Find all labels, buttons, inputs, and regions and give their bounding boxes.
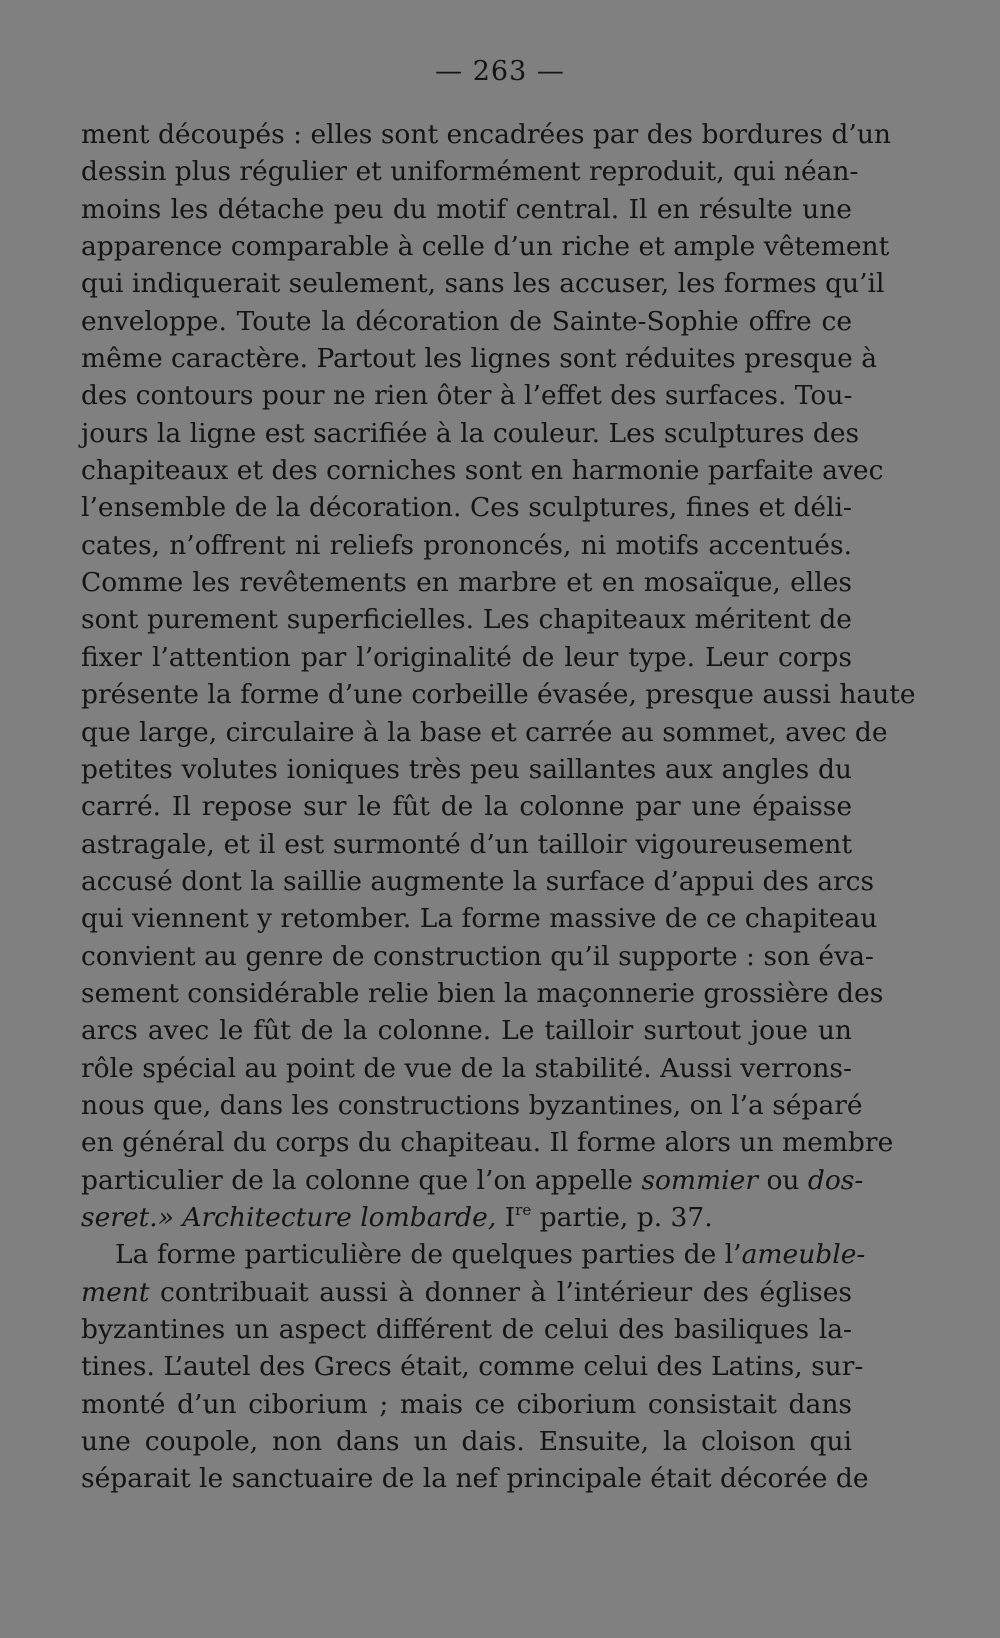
text-line: jours la ligne est sacrifiée à la couleur. Les sculptures des: [81, 417, 860, 449]
text-line: même caractère. Partout les lignes sont réduites presque à: [81, 343, 877, 375]
text-line: en général du corps du chapiteau. Il forme alors un membre: [81, 1127, 894, 1159]
text-line: cates, n’offrent ni reliefs prononcés, ni motifs accentués.: [81, 529, 852, 561]
text-line: particulier de la colonne que l’on appelle sommier ou dos-: [81, 1164, 864, 1196]
text-line: présente la forme d’une corbeille évasée, presque aussi haute: [81, 679, 916, 711]
italic-citation: seret.» Architecture lombarde,: [81, 1201, 497, 1233]
text-line: rôle spécial au point de vue de la stabilité. Aussi verrons-: [81, 1052, 852, 1084]
text-line: séparait le sanctuaire de la nef principale était décorée de: [81, 1463, 869, 1495]
body-text: [81, 116, 916, 1498]
text-line: Comme les revêtements en marbre et en mosaïque, elles: [81, 567, 852, 599]
italic-term: sommier: [641, 1164, 759, 1196]
italic-term: ameuble-: [741, 1239, 866, 1271]
text-line: dessin plus régulier et uniformément reproduit, qui néan-: [81, 156, 859, 188]
text-line: byzantines un aspect différent de celui des basiliques la-: [81, 1314, 852, 1345]
text-line: accusé dont la saillie augmente la surface d’appui des arcs: [81, 865, 875, 897]
text-line: des contours pour ne rien ôter à l’effet des surfaces. Tou-: [81, 380, 853, 412]
text-line: une coupole, non dans un dais. Ensuite, la cloison qui: [81, 1426, 852, 1458]
text-line: que large, circulaire à la base et carrée au sommet, avec de: [81, 716, 888, 748]
text-line: fixer l’attention par l’originalité de leur type. Leur corps: [81, 641, 852, 673]
text-line: sement considérable relie bien la maçonnerie grossière des: [81, 977, 884, 1009]
text-line: enveloppe. Toute la décoration de Sainte-Sophie offre ce: [81, 305, 852, 337]
text-line: tines. L’autel des Grecs était, comme celui des Latins, sur-: [81, 1351, 864, 1383]
text-line: astragale, et il est surmonté d’un tailloir vigoureusement: [81, 828, 852, 860]
text-line: monté d’un ciborium ; mais ce ciborium consistait dans: [81, 1388, 852, 1420]
ordinal-superscript: re: [515, 1200, 532, 1219]
text-line: convient au genre de construction qu’il supporte : son éva-: [81, 940, 874, 972]
text-line: ment découpés : elles sont encadrées par des bordures d’un: [81, 119, 891, 150]
text-line: arcs avec le fût de la colonne. Le tailloir surtout joue un: [81, 1015, 852, 1047]
text-line: chapiteaux et des corniches sont en harmonie parfaite avec: [81, 455, 884, 487]
text-line: qui viennent y retomber. La forme massive de ce chapiteau: [81, 903, 878, 935]
text-line: carré. Il repose sur le fût de la colonne par une épaisse: [81, 791, 852, 823]
text-line: apparence comparable à celle d’un riche et ample vêtement: [81, 231, 890, 263]
text-line: l’ensemble de la décoration. Ces sculptures, fines et déli-: [81, 492, 852, 524]
text-line: seret.» Architecture lombarde, Ire partie, p. 37.: [81, 1200, 713, 1233]
text-line: La forme particulière de quelques parties de l’ameuble-: [115, 1239, 866, 1271]
italic-term: dos-: [807, 1164, 864, 1196]
text-line: moins les détache peu du motif central. Il en résulte une: [81, 193, 852, 225]
text-line: nous que, dans les constructions byzantines, on l’a séparé: [81, 1089, 863, 1121]
text-line: qui indiquerait seulement, sans les accuser, les formes qu’il: [81, 268, 885, 300]
page-number: — 263 —: [435, 56, 565, 87]
text-line: sont purement superficielles. Les chapiteaux méritent de: [81, 604, 852, 636]
text-line: petites volutes ioniques très peu saillantes aux angles du: [81, 753, 852, 785]
text-line: ment contribuait aussi à donner à l’intérieur des églises: [81, 1276, 852, 1308]
italic-term: ment: [81, 1276, 150, 1308]
